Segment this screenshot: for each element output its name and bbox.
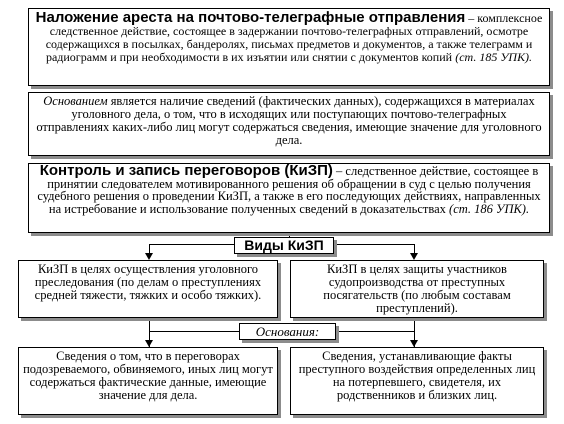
arrow-down-icon xyxy=(410,340,418,347)
box-kizp-ref: (ст. 186 УПК). xyxy=(449,201,530,216)
box-ground-pressure-text: Сведения, устанавливающие факты преступного воздействия определенных лиц на потерпевшего, свидетеля, их родственников и близких лиц. xyxy=(298,349,536,402)
arrow-down-icon xyxy=(145,253,153,260)
box-grounds-mail xyxy=(28,92,550,156)
connector xyxy=(336,331,414,332)
box-type-protection xyxy=(290,260,544,318)
box-grounds-mail-text: является наличие сведений (фактических данных), содержащихся в материалах уголовного дела, о том, что в исходящих или поступающих почтово-телеграфных отправлениях каких-либо лиц могут содержаться сведения, имеющие значение для уголовного дела. xyxy=(36,94,542,147)
box-ground-evidence xyxy=(18,347,278,415)
grounds-label-text: Основания: xyxy=(255,324,320,339)
box-kizp-title: Контроль и запись переговоров (КиЗП) xyxy=(39,162,333,179)
box-arrest-mail-title: Наложение ареста на почтово-телеграфные отправления xyxy=(35,9,466,26)
box-type-prosecution-text: КиЗП в целях осуществления уголовного преследования (по делам о преступлениях средней тяжести, тяжких и особо тяжких). xyxy=(34,262,262,302)
box-kizp xyxy=(28,163,550,233)
box-arrest-mail-text: – комплексное следственное действие, состоящее в задержании почтово-телеграфных отправлений, осмотре содержащихся в посылках, бандеролях, письмах предметов и документов, а также телеграмм и радиограмм и при необходимости в их изъятии или снятии с документов копий xyxy=(45,11,543,64)
connector xyxy=(149,331,239,332)
box-arrest-mail xyxy=(28,8,550,86)
types-label-text: Виды КиЗП xyxy=(244,237,324,253)
box-arrest-mail-ref: (ст. 185 УПК). xyxy=(455,50,533,64)
arrow-down-icon xyxy=(145,340,153,347)
box-ground-evidence-text: Сведения о том, что в переговорах подозреваемого, обвиняемого, иных лиц могут содержаться фактические данные, имеющие значение для дела. xyxy=(23,349,273,402)
box-type-prosecution xyxy=(18,260,278,318)
box-ground-pressure xyxy=(290,347,544,415)
types-label xyxy=(234,237,334,254)
box-type-protection-text: КиЗП в целях защиты участников судопроизводства от преступных посягательств (по любым составам преступлений). xyxy=(323,262,511,315)
grounds-label xyxy=(239,323,336,340)
arrow-down-icon xyxy=(410,253,418,260)
box-kizp-text: – следственное действие, состоящее в принятии следователем мотивированного решения об обращении в суд с целью получения судебного решения о проведении КиЗП, а также в его последующих действиях, направленных на истребование и использование полученных сведений в доказательствах xyxy=(37,164,541,216)
box-grounds-mail-lead: Основанием xyxy=(43,94,108,108)
